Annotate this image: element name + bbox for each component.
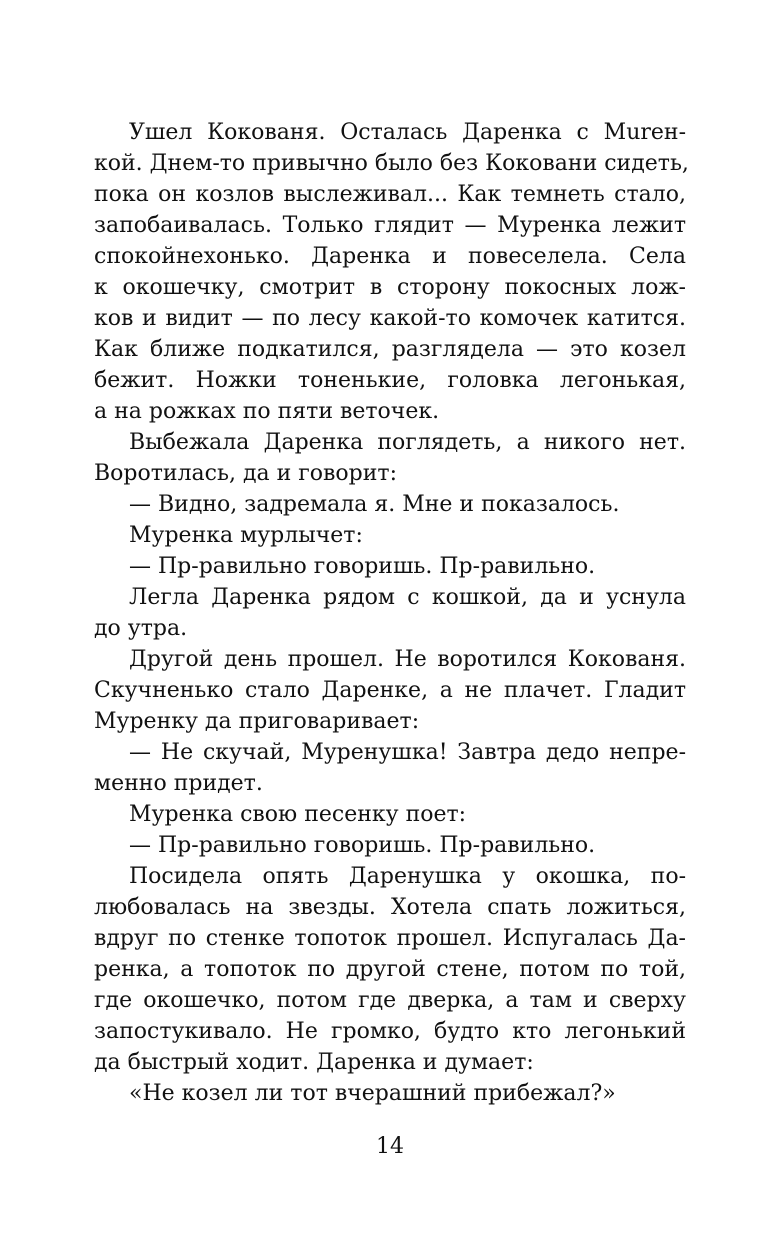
text-line: где окошечко, потом где дверка, а там и сверху	[94, 988, 686, 1013]
text-line: Другой день прошел. Не воротился Кокованя.	[129, 647, 686, 672]
text-line: вдруг по стенке топоток прошел. Испугалась Да-	[94, 926, 686, 951]
text-line: Ушел Кокованя. Осталась Даренка с Murен-	[129, 120, 686, 145]
text-line: кой. Днем-то привычно было без Коковани сидеть,	[94, 151, 689, 176]
text-line: Воротилась, да и говорит:	[94, 461, 397, 486]
text-line: к окошечку, смотрит в сторону покосных лож-	[94, 275, 686, 300]
text-line: спокойнехонько. Даренка и повеселела. Села	[94, 244, 686, 269]
text-line: а на рожках по пяти веточек.	[94, 399, 440, 424]
text-line: Легла Даренка рядом с кошкой, да и уснула	[129, 585, 686, 610]
text-line: Посидела опять Даренушка у окошка, по-	[129, 864, 686, 889]
text-line: Выбежала Даренка поглядеть, а никого нет.	[129, 430, 686, 455]
text-line: Как ближе подкатился, разглядела — это козел	[94, 337, 686, 362]
page-number: 14	[376, 1134, 404, 1159]
text-line: Муренка свою песенку поет:	[129, 802, 467, 827]
text-line: ренка, а топоток по другой стене, потом по той,	[94, 957, 686, 982]
text-line: запобаивалась. Только глядит — Муренка лежит	[94, 213, 686, 238]
text-line: пока он козлов выслеживал... Как темнеть стало,	[94, 182, 686, 207]
text-line: ков и видит — по лесу какой-то комочек катится.	[94, 306, 686, 331]
text-line: бежит. Ножки тоненькие, головка легонькая,	[94, 368, 686, 393]
text-line: до утра.	[94, 616, 188, 641]
text-line: Скучненько стало Даренке, а не плачет. Гладит	[94, 678, 686, 703]
text-line: — Видно, задремала я. Мне и показалось.	[129, 492, 620, 517]
text-line: — Пр-равильно говоришь. Пр-равильно.	[129, 833, 596, 858]
text-line: Муренку да приговаривает:	[94, 709, 420, 734]
text-line: «Не козел ли тот вчерашний прибежал?»	[129, 1081, 616, 1106]
text-line: да быстрый ходит. Даренка и думает:	[94, 1050, 534, 1075]
text-line: запостукивало. Не громко, будто кто легонький	[94, 1019, 686, 1044]
text-line: — Пр-равильно говоришь. Пр-равильно.	[129, 554, 596, 579]
text-line: менно придет.	[94, 771, 263, 796]
book-page	[94, 0, 689, 1241]
text-line: Муренка мурлычет:	[129, 523, 363, 548]
text-line: любовалась на звезды. Хотела спать ложиться,	[94, 895, 686, 920]
text-line: — Не скучай, Муренушка! Завтра дедо непре-	[129, 740, 686, 765]
